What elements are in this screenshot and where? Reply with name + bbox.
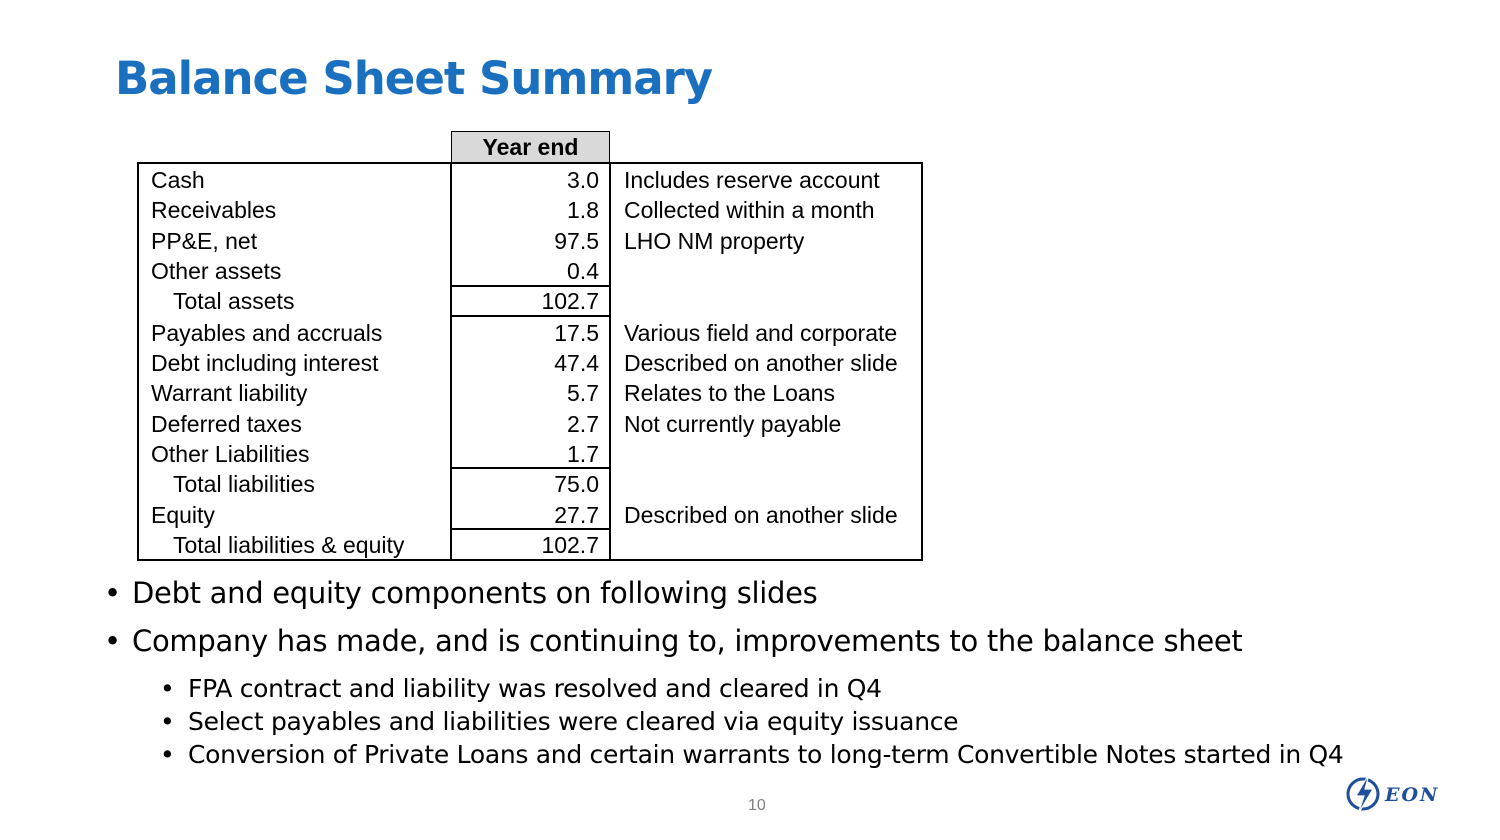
sub-bullet-text: FPA contract and liability was resolved and cleared in Q4 bbox=[188, 674, 882, 703]
lightning-globe-icon bbox=[1348, 774, 1378, 814]
row-value: 102.7 bbox=[541, 532, 599, 558]
row-value: 1.7 bbox=[567, 441, 599, 467]
row-value: 2.7 bbox=[567, 411, 599, 437]
row-note: Collected within a month bbox=[624, 197, 875, 223]
sub-bullet-item: • FPA contract and liability was resolved and cleared in Q4 bbox=[160, 674, 882, 703]
table-divider-left bbox=[450, 162, 452, 561]
row-label: Payables and accruals bbox=[151, 320, 383, 346]
bullet-text: Debt and equity components on following slides bbox=[132, 576, 818, 610]
row-value: 1.8 bbox=[567, 197, 599, 223]
row-label: Total liabilities bbox=[173, 471, 315, 497]
row-note: Described on another slide bbox=[624, 350, 898, 376]
row-value: 3.0 bbox=[567, 167, 599, 193]
table-divider-right bbox=[609, 162, 611, 561]
slide-title: Balance Sheet Summary bbox=[115, 52, 713, 105]
row-label: Warrant liability bbox=[151, 380, 308, 406]
row-note: Includes reserve account bbox=[624, 167, 880, 193]
sub-bullet-item: • Conversion of Private Loans and certain warrants to long-term Convertible Notes started in Q4 bbox=[160, 740, 1344, 769]
row-note: Not currently payable bbox=[624, 411, 842, 437]
row-value: 27.7 bbox=[554, 502, 599, 528]
row-value: 97.5 bbox=[554, 228, 599, 254]
row-label: Equity bbox=[151, 502, 215, 528]
row-label: Cash bbox=[151, 167, 205, 193]
sub-bullet-text: Conversion of Private Loans and certain warrants to long-term Convertible Notes started in Q4 bbox=[188, 740, 1344, 769]
row-note: LHO NM property bbox=[624, 228, 805, 254]
row-label: Receivables bbox=[151, 197, 277, 223]
row-label: Other Liabilities bbox=[151, 441, 310, 467]
row-note: Described on another slide bbox=[624, 502, 898, 528]
row-note: Various field and corporate bbox=[624, 320, 898, 346]
table-header-year-end: Year end bbox=[451, 131, 610, 162]
page-number: 10 bbox=[748, 797, 766, 814]
row-label: Other assets bbox=[151, 258, 282, 284]
row-value: 102.7 bbox=[541, 288, 599, 314]
row-value: 47.4 bbox=[554, 350, 599, 376]
bullet-item: • Company has made, and is continuing to, improvements to the balance sheet bbox=[104, 624, 1243, 658]
row-label: Total liabilities & equity bbox=[173, 532, 405, 558]
eon-logo bbox=[1345, 772, 1455, 816]
row-value: 5.7 bbox=[567, 380, 599, 406]
row-label: PP&E, net bbox=[151, 228, 258, 254]
row-note: Relates to the Loans bbox=[624, 380, 835, 406]
row-value: 17.5 bbox=[554, 320, 599, 346]
row-label: Deferred taxes bbox=[151, 411, 302, 437]
row-label: Total assets bbox=[173, 288, 295, 314]
logo-text: EON bbox=[1385, 784, 1440, 806]
row-value: 0.4 bbox=[567, 258, 599, 284]
bullet-item: • Debt and equity components on following slides bbox=[104, 576, 818, 610]
row-label: Debt including interest bbox=[151, 350, 379, 376]
sub-bullet-item: • Select payables and liabilities were cleared via equity issuance bbox=[160, 707, 959, 736]
sub-bullet-text: Select payables and liabilities were cleared via equity issuance bbox=[188, 707, 959, 736]
bullet-text: Company has made, and is continuing to, improvements to the balance sheet bbox=[132, 624, 1243, 658]
row-value: 75.0 bbox=[554, 471, 599, 497]
